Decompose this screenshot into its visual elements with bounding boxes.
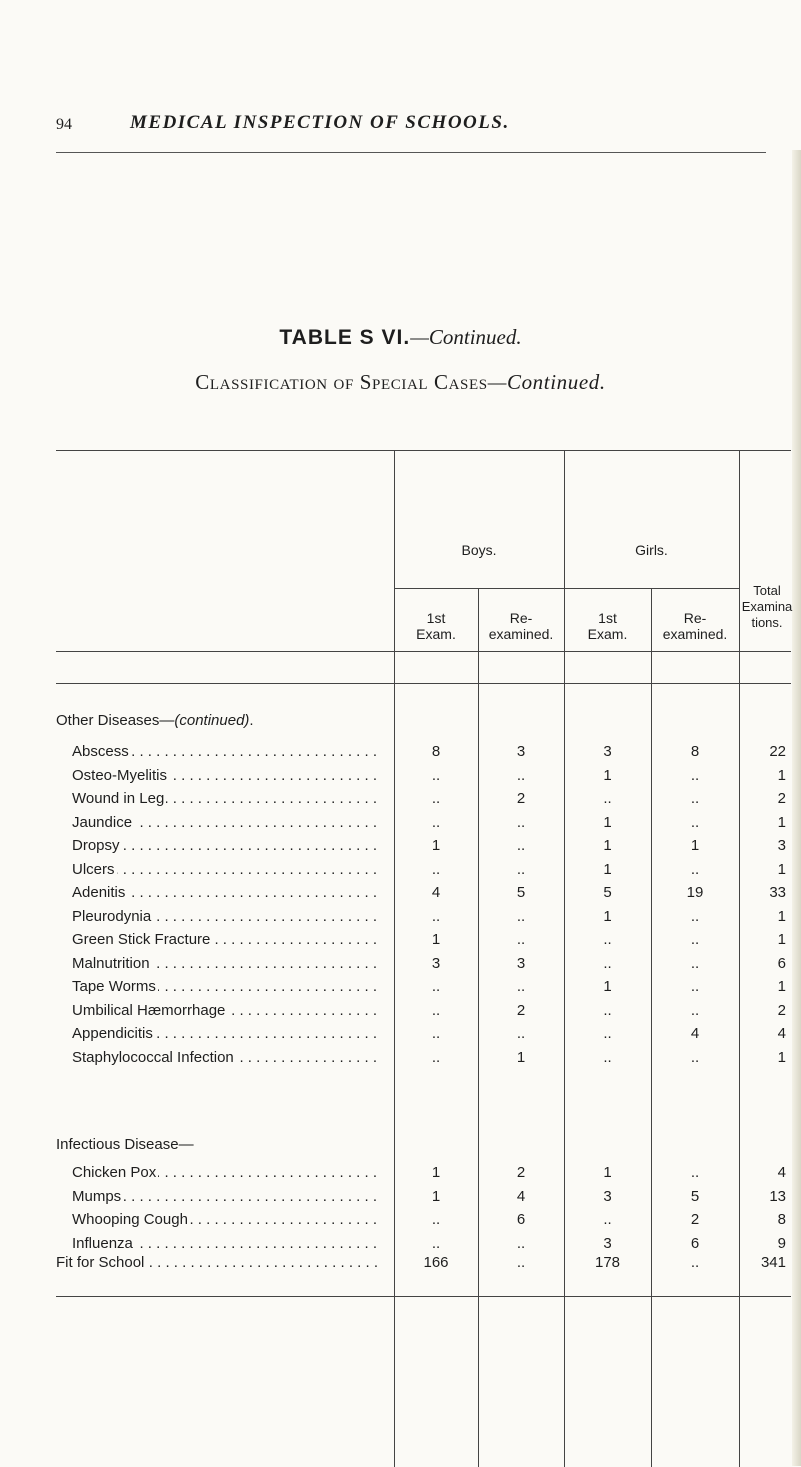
table-cell: .. (431, 1235, 441, 1252)
table-cell: 2 (516, 1002, 526, 1019)
table-cell: 1 (777, 861, 786, 878)
table-cell: 6 (777, 955, 786, 972)
table-cell: 1 (431, 837, 441, 854)
table-cell: 4 (777, 1025, 786, 1042)
table-cell: .. (603, 790, 612, 807)
table-cell: .. (690, 1254, 700, 1271)
table-row-label: Appendicitis . . . (72, 1025, 377, 1045)
table-row-label: Umbilical Hæmorrhage . . . (72, 1002, 377, 1022)
table-cell: 166 (423, 1254, 449, 1271)
table-cell: 1 (603, 1164, 612, 1181)
table-cell: .. (690, 955, 700, 972)
table-cell: .. (516, 861, 526, 878)
table-cell: 4 (777, 1164, 786, 1181)
table-title-italic: —Continued. (410, 325, 522, 349)
table-cell: 3 (516, 955, 526, 972)
table-row-label: Mumps . . . (72, 1188, 377, 1208)
table-row-label: Green Stick Fracture . . . (72, 931, 377, 951)
table-cell: .. (690, 1049, 700, 1066)
table-cell: .. (516, 1025, 526, 1042)
classification-continued: —Continued. (487, 370, 606, 394)
classification-text: Classification of Special Cases (195, 370, 488, 394)
section-heading-infectious-disease: Infectious Disease— (56, 1136, 194, 1153)
table-cell: 1 (690, 837, 700, 854)
table-cell: 19 (686, 884, 704, 901)
table-cell: 1 (603, 861, 612, 878)
table-cell: .. (431, 978, 441, 995)
table-row-label: Malnutrition . . . (72, 955, 377, 975)
table-bottom-rule (56, 683, 791, 684)
table-cell: 1 (431, 931, 441, 948)
table-cell: 1 (431, 1164, 441, 1181)
table-cell: 1 (603, 814, 612, 831)
table-cell: .. (690, 931, 700, 948)
table-cell: 22 (769, 743, 786, 760)
header-boys-reexamined: Re- examined. (488, 610, 554, 642)
table-cell: .. (516, 1235, 526, 1252)
table-cell: .. (690, 978, 700, 995)
table-row-label: Ulcers . . . (72, 861, 377, 881)
table-top-rule (56, 450, 791, 451)
table-cell: 4 (431, 884, 441, 901)
table-row-label: Fit for School . . . (56, 1254, 378, 1274)
header-split-rule (394, 588, 739, 589)
table-cell: 1 (603, 837, 612, 854)
table-row-label: Pleurodynia . . . (72, 908, 377, 928)
table-cell: 3 (603, 1235, 612, 1252)
table-cell: .. (690, 861, 700, 878)
table-cell: 1 (603, 767, 612, 784)
table-cell: .. (516, 767, 526, 784)
table-cell: .. (603, 1002, 612, 1019)
table-row-label: Whooping Cough . . . (72, 1211, 377, 1231)
table-row-label: Abscess . . . (72, 743, 377, 763)
table-row-label: Adenitis . . . (72, 884, 377, 904)
table-cell: .. (690, 908, 700, 925)
table-cell: .. (431, 790, 441, 807)
table-cell: 5 (516, 884, 526, 901)
table-cell: 6 (690, 1235, 700, 1252)
table-cell: .. (431, 1025, 441, 1042)
table-cell: .. (431, 1211, 441, 1228)
table-cell: .. (431, 1049, 441, 1066)
table-cell: 341 (760, 1254, 786, 1271)
table-cell: 1 (777, 978, 786, 995)
table-cell: 2 (690, 1211, 700, 1228)
table-cell: .. (690, 1164, 700, 1181)
header-rule (56, 651, 791, 652)
table-cell: .. (690, 1002, 700, 1019)
table-cell: 4 (516, 1188, 526, 1205)
header-girls-reexamined: Re- examined. (662, 610, 728, 642)
table-cell: .. (431, 814, 441, 831)
table-cell: .. (516, 837, 526, 854)
table-cell: 178 (594, 1254, 621, 1271)
table-cell: .. (603, 1049, 612, 1066)
table-cell: 1 (777, 767, 786, 784)
table-cell: .. (603, 1025, 612, 1042)
table-row-label: Osteo-Myelitis . . . (72, 767, 377, 787)
table-cell: 2 (516, 1164, 526, 1181)
table-cell: 1 (603, 978, 612, 995)
table-cell: 3 (516, 743, 526, 760)
table-cell: .. (431, 767, 441, 784)
table-cell: 1 (431, 1188, 441, 1205)
table-row-label: Dropsy . . . (72, 837, 377, 857)
table-cell: .. (516, 1254, 526, 1271)
table-cell: 5 (603, 884, 612, 901)
table-cell: 5 (690, 1188, 700, 1205)
table-cell: .. (603, 955, 612, 972)
table-cell: 3 (603, 1188, 612, 1205)
table-row-label: Chicken Pox . . . (72, 1164, 377, 1184)
table-cell: 1 (777, 908, 786, 925)
header-girls: Girls. (635, 542, 668, 558)
table-cell: 1 (777, 1049, 786, 1066)
table-cell: 3 (603, 743, 612, 760)
table-end-rule (56, 1296, 791, 1297)
table-cell: 3 (777, 837, 786, 854)
table-cell: .. (516, 931, 526, 948)
table-cell: .. (690, 790, 700, 807)
section-heading-other-diseases: Other Diseases—(continued). (56, 712, 254, 729)
table-cell: .. (431, 861, 441, 878)
table-cell: 2 (777, 790, 786, 807)
table-cell: .. (603, 931, 612, 948)
header-girls-1st-exam: 1st Exam. (587, 610, 628, 642)
table-row-label: Wound in Leg . . . (72, 790, 377, 810)
table-cell: .. (431, 908, 441, 925)
table-title-bold: TABLE S VI. (279, 326, 411, 349)
table-cell: 1 (516, 1049, 526, 1066)
table-cell: .. (603, 1211, 612, 1228)
table-cell: 3 (431, 955, 441, 972)
table-cell: 8 (690, 743, 700, 760)
table-cell: .. (431, 1002, 441, 1019)
table-row-label: Jaundice . . . (72, 814, 377, 834)
page-number: 94 (56, 116, 72, 133)
header-boys: Boys. (461, 542, 497, 558)
table-cell: 8 (431, 743, 441, 760)
table-cell: 33 (769, 884, 786, 901)
table-cell: 2 (516, 790, 526, 807)
table-cell: .. (690, 767, 700, 784)
table-cell: 1 (603, 908, 612, 925)
table-row-label: Tape Worms . . . (72, 978, 377, 998)
table-cell: 2 (777, 1002, 786, 1019)
table-cell: .. (516, 978, 526, 995)
table-cell: 8 (777, 1211, 786, 1228)
table-cell: 9 (777, 1235, 786, 1252)
table-cell: .. (516, 814, 526, 831)
running-title: MEDICAL INSPECTION OF SCHOOLS. (130, 112, 510, 133)
table-cell: 6 (516, 1211, 526, 1228)
table-row-label: Staphylococcal Infection . . . (72, 1049, 377, 1069)
table-cell: .. (516, 908, 526, 925)
table-cell: 4 (690, 1025, 700, 1042)
table-row-label: Influenza . . . (72, 1235, 377, 1255)
table-cell: .. (690, 814, 700, 831)
table-cell: 13 (769, 1188, 786, 1205)
header-total: Total Examina tions. (741, 583, 793, 630)
header-boys-1st-exam: 1st Exam. (416, 610, 456, 642)
table-cell: 1 (777, 814, 786, 831)
table-cell: 1 (777, 931, 786, 948)
